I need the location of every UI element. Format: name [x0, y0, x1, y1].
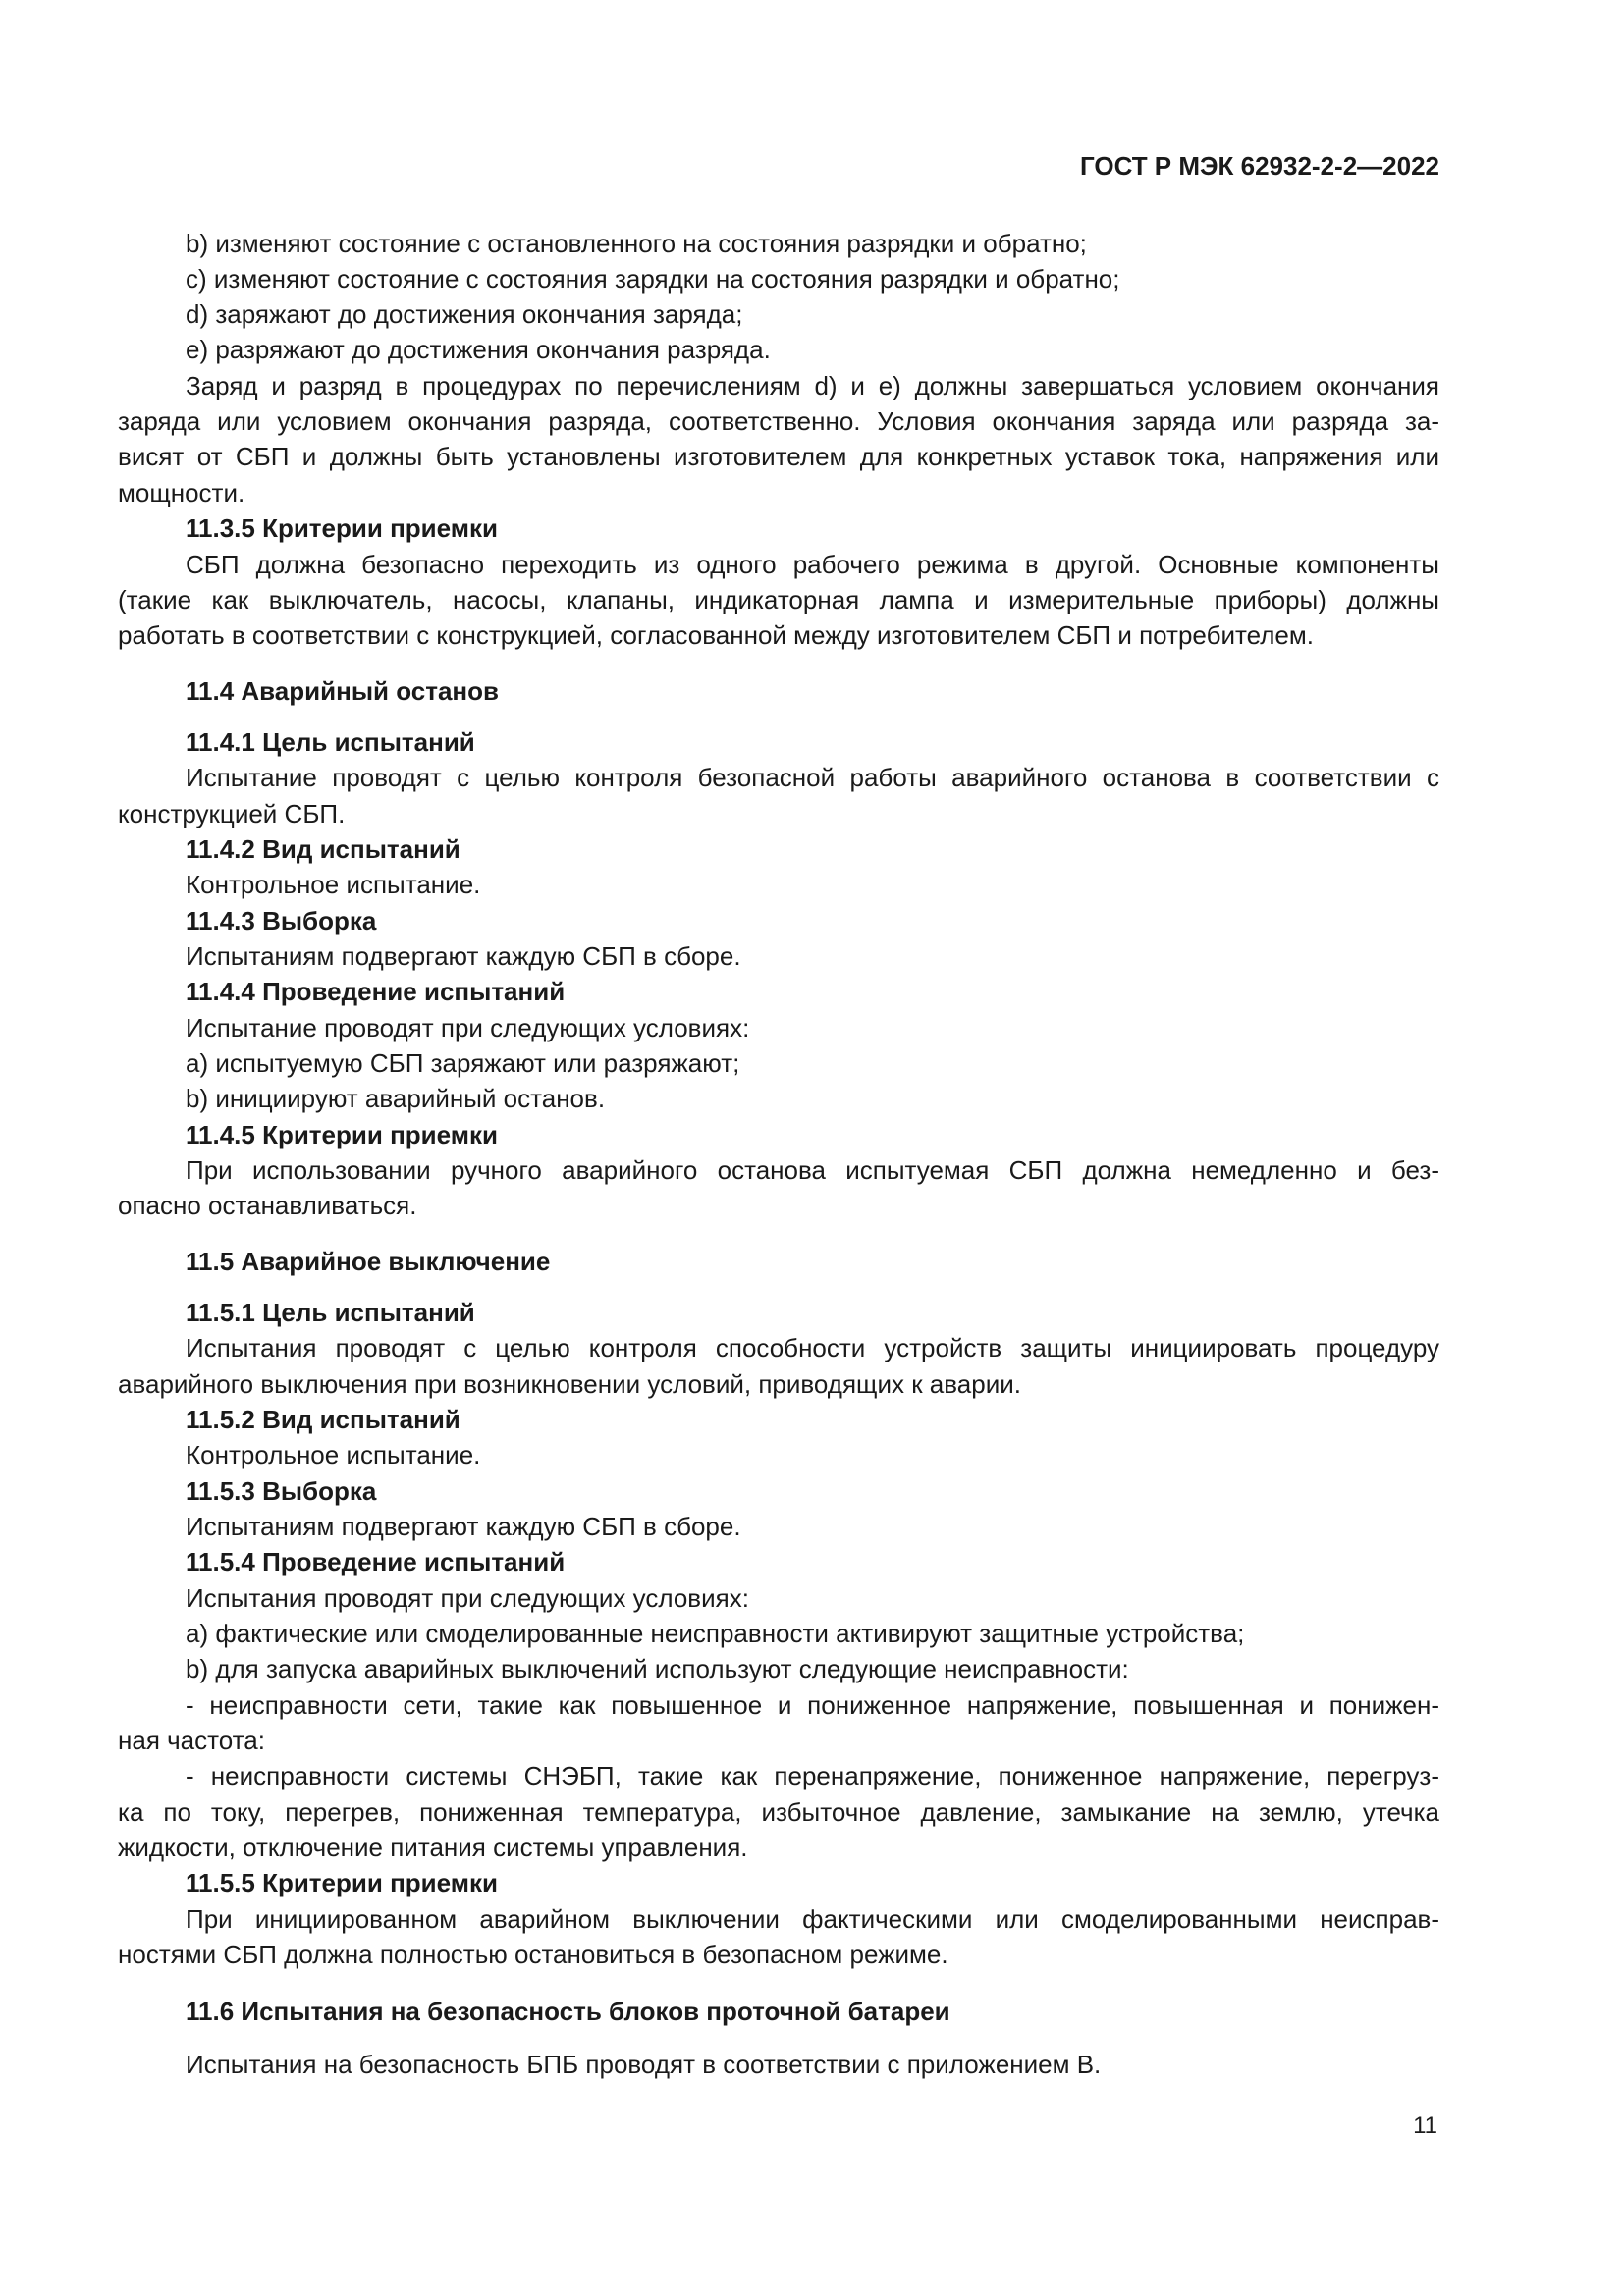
list-item-b: b) изменяют состояние с остановленного на состояния разрядки и обратно;: [186, 229, 1087, 258]
paragraph-line: Контрольное испытание.: [186, 1440, 481, 1469]
list-item-e: e) разряжают до достижения окончания разряда.: [186, 335, 771, 364]
paragraph-line: Заряд и разряд в процедурах по перечислениям d) и e) должны завершаться условием окончания: [186, 371, 1439, 400]
paragraph-line: Испытания на безопасность БПБ проводят в соответствии с приложением В.: [186, 2050, 1102, 2079]
paragraph-line: Испытания проводят при следующих условиях:: [186, 1583, 749, 1613]
section-heading-11-5-4: 11.5.4 Проведение испытаний: [186, 1547, 566, 1576]
section-heading-11-4-2: 11.4.2 Вид испытаний: [186, 834, 460, 864]
paragraph-line: Контрольное испытание.: [186, 870, 481, 899]
paragraph-line: Испытание проводят при следующих условиях:: [186, 1013, 750, 1042]
section-heading-11-4-5: 11.4.5 Критерии приемки: [186, 1120, 498, 1149]
paragraph-line: опасно останавливаться.: [118, 1191, 417, 1220]
paragraph-line: ностями СБП должна полностью остановиться в безопасном режиме.: [118, 1940, 948, 1969]
paragraph-line: Испытания проводят с целью контроля способности устройств защиты инициировать процедуру: [186, 1333, 1439, 1362]
section-heading-11-5-2: 11.5.2 Вид испытаний: [186, 1405, 460, 1434]
section-heading-11-5-1: 11.5.1 Цель испытаний: [186, 1298, 475, 1327]
section-heading-11-5-3: 11.5.3 Выборка: [186, 1476, 377, 1506]
paragraph-line: СБП должна безопасно переходить из одного рабочего режима в другой. Основные компоненты: [186, 550, 1439, 579]
page-number: 11: [1413, 2112, 1437, 2139]
paragraph-line: работать в соответствии с конструкцией, согласованной между изготовителем СБП и потребителем.: [118, 620, 1314, 650]
paragraph-line: конструкцией СБП.: [118, 799, 346, 828]
section-heading-11-6: 11.6 Испытания на безопасность блоков проточной батареи: [186, 1997, 950, 2026]
list-item-b: b) для запуска аварийных выключений используют следующие неисправности:: [186, 1654, 1129, 1683]
paragraph-line: Испытаниям подвергают каждую СБП в сборе.: [186, 941, 741, 971]
paragraph-line: ная частота:: [118, 1726, 265, 1755]
list-item-a: a) испытуемую СБП заряжают или разряжают;: [186, 1048, 740, 1078]
paragraph-line: При инициированном аварийном выключении фактическими или смоделированными неиспрaв-: [186, 1904, 1439, 1934]
list-item-c: c) изменяют состояние с состояния зарядки на состояния разрядки и обратно;: [186, 264, 1120, 294]
paragraph-line: Испытание проводят с целью контроля безопасной работы аварийного останова в соответствии с: [186, 763, 1439, 792]
paragraph-line: мощности.: [118, 478, 245, 507]
section-heading-11-5: 11.5 Аварийное выключение: [186, 1247, 551, 1276]
paragraph-line: ка по току, перегрев, пониженная температура, избыточное давление, замыкание на землю, утечка: [118, 1797, 1439, 1827]
paragraph-line: Испытаниям подвергают каждую СБП в сборе.: [186, 1512, 741, 1541]
paragraph-line: жидкости, отключение питания системы управления.: [118, 1833, 748, 1862]
paragraph-line: При использовании ручного аварийного останова испытуемая СБП должна немедленно и без-: [186, 1155, 1439, 1185]
list-item-b: b) инициируют аварийный останов.: [186, 1084, 606, 1113]
paragraph-line: аварийного выключения при возникновении условий, приводящих к аварии.: [118, 1369, 1021, 1399]
list-item-d: d) заряжают до достижения окончания заряда;: [186, 299, 743, 329]
paragraph-line: (такие как выключатель, насосы, клапаны, индикаторная лампа и измерительные приборы) должны: [118, 585, 1439, 614]
section-heading-11-4-1: 11.4.1 Цель испытаний: [186, 727, 475, 757]
section-heading-11-4-3: 11.4.3 Выборка: [186, 906, 377, 935]
document-header-id: ГОСТ Р МЭК 62932-2-2—2022: [1079, 151, 1439, 181]
paragraph-line: - неисправности сети, такие как повышенное и пониженное напряжение, повышенная и понижен-: [186, 1690, 1439, 1720]
list-item-a: a) фактические или смоделированные неисправности активируют защитные устройства;: [186, 1619, 1245, 1648]
section-heading-11-4: 11.4 Аварийный останов: [186, 676, 499, 706]
section-heading-11-3-5: 11.3.5 Критерии приемки: [186, 513, 498, 543]
section-heading-11-5-5: 11.5.5 Критерии приемки: [186, 1868, 498, 1897]
paragraph-line: - неисправности системы СНЭБП, такие как перенапряжение, пониженное напряжение, перегруз-: [186, 1761, 1439, 1790]
paragraph-line: заряда или условием окончания разряда, соответственно. Условия окончания заряда или разряда за-: [118, 406, 1439, 436]
paragraph-line: висят от СБП и должны быть установлены изготовителем для конкретных уставок тока, напряжения или: [118, 442, 1439, 471]
section-heading-11-4-4: 11.4.4 Проведение испытаний: [186, 977, 566, 1006]
